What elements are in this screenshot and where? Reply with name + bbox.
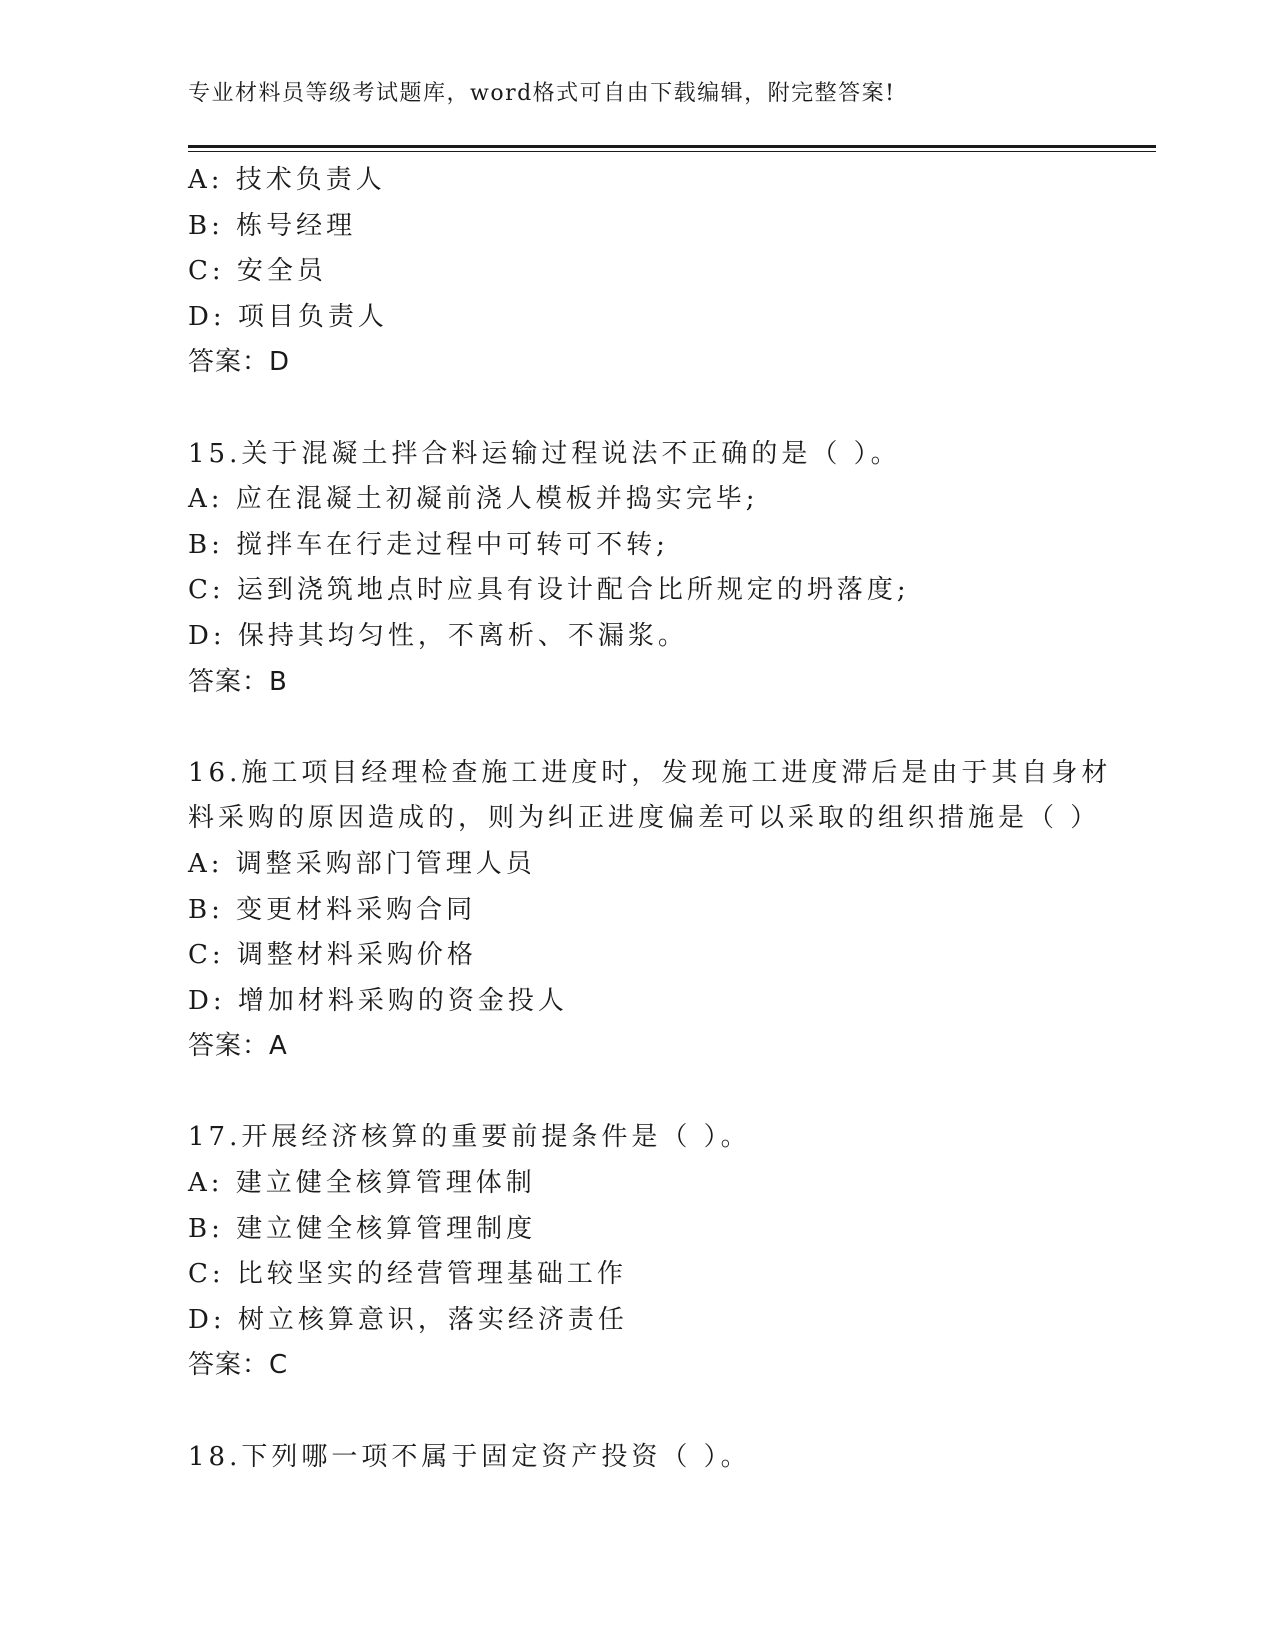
question-stem: 18.下列哪一项不属于固定资产投资（ ）。 (188, 1441, 751, 1472)
question-stem-line-2: 料采购的原因造成的，则为纠正进度偏差可以采取的组织措施是（ ） (188, 803, 1101, 834)
option-b: B: 栋号经理 (188, 210, 357, 241)
option-b: B: 变更材料采购合同 (188, 894, 477, 925)
spacer (188, 1389, 1088, 1435)
option-d: D: 树立核算意识，落实经济责任 (188, 1304, 628, 1335)
option-c: C: 运到浇筑地点时应具有设计配合比所规定的坍落度; (188, 575, 910, 606)
option-a: A: 应在混凝土初凝前浇人模板并捣实完毕; (188, 484, 759, 515)
question-stem: 17.开展经济核算的重要前提条件是（ ）。 (188, 1122, 751, 1153)
answer: 答案：C (188, 1350, 289, 1381)
question-fragment (188, 158, 1088, 386)
question-16 (188, 751, 1112, 1070)
header-rule-thick (188, 145, 1156, 148)
option-c: C: 比较坚实的经营管理基础工作 (188, 1259, 627, 1290)
spacer (188, 386, 1088, 432)
header-rule-thin (188, 151, 1156, 152)
option-c: C: 调整材料采购价格 (188, 940, 477, 971)
answer: 答案：A (188, 1031, 288, 1062)
question-17 (188, 1115, 1088, 1389)
option-a: A: 建立健全核算管理体制 (188, 1168, 536, 1199)
option-d: D: 增加材料采购的资金投人 (188, 985, 568, 1016)
spacer (188, 705, 1088, 751)
option-d: D: 项目负责人 (188, 301, 388, 332)
option-b: B: 建立健全核算管理制度 (188, 1213, 537, 1244)
question-content (188, 158, 1112, 1480)
answer: 答案：D (188, 347, 291, 378)
option-c: C: 安全员 (188, 256, 327, 287)
option-a: A: 技术负责人 (188, 165, 386, 195)
option-b: B: 搅拌车在行走过程中可转可不转; (188, 529, 669, 560)
spacer (188, 1070, 1088, 1116)
question-18 (188, 1435, 1088, 1481)
option-a: A: 调整采购部门管理人员 (188, 848, 536, 879)
page-header: 专业材料员等级考试题库，word格式可自由下载编辑，附完整答案! (188, 81, 896, 106)
question-stem-line-1: 16.施工项目经理检查施工进度时，发现施工进度滞后是由于其自身材 (188, 757, 1112, 788)
question-15 (188, 432, 1088, 706)
question-stem: 15.关于混凝土拌合料运输过程说法不正确的是（ ）。 (188, 438, 901, 469)
answer: 答案：B (188, 666, 288, 697)
option-d: D: 保持其均匀性，不离析、不漏浆。 (188, 620, 688, 651)
